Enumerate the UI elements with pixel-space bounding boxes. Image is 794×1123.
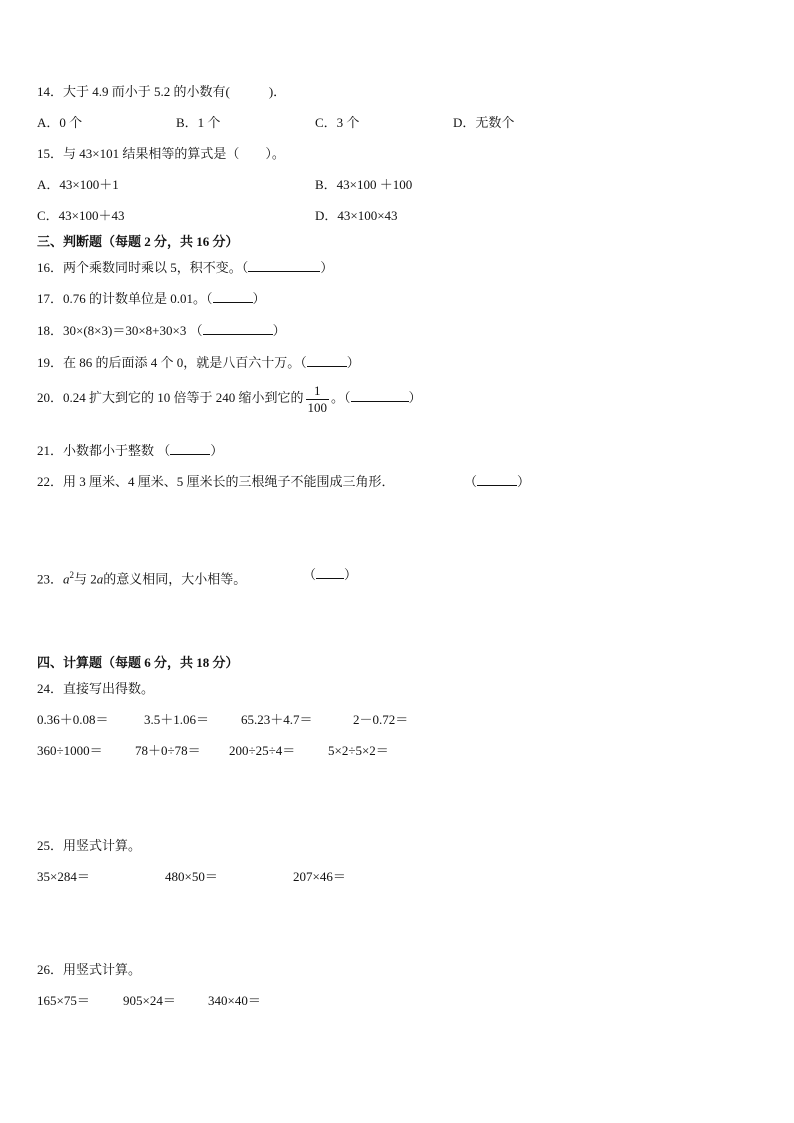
q15-option-b: B．43×100 ＋100 <box>315 177 413 192</box>
q19-text: 19．在 86 的后面添 4 个 0，就是八百六十万。（ <box>37 355 307 370</box>
q14-option-d: D．无数个 <box>453 115 515 130</box>
question-22 <box>37 473 395 491</box>
q22-open: （ <box>464 474 478 489</box>
q26-expr-1: 165×75＝ <box>37 993 90 1008</box>
question-20 <box>37 380 422 416</box>
q14-option-a: A．0 个 <box>37 115 83 130</box>
q22-answer-blank[interactable] <box>477 473 517 486</box>
q19-close: ） <box>346 355 360 370</box>
q20-tail: 。（ <box>331 390 351 405</box>
question-16 <box>37 259 333 277</box>
q23-answer-blank[interactable] <box>316 566 344 579</box>
q24-expr-5: 360÷1000＝ <box>37 743 103 758</box>
question-23 <box>37 566 246 588</box>
q17-close: ） <box>252 291 266 306</box>
q25-expr-1: 35×284＝ <box>37 869 90 884</box>
q21-answer-blank[interactable] <box>170 442 210 455</box>
q18-answer-blank[interactable] <box>203 322 273 335</box>
q23-mid: 与 2 <box>74 571 97 587</box>
q15-option-a: A．43×100＋1 <box>37 177 119 192</box>
q23-rest: 的意义相同，大小相等。 <box>103 571 247 587</box>
q16-text: 16．两个乘数同时乘以 5，积不变。（ <box>37 260 249 275</box>
q14-option-c: C．3 个 <box>315 115 360 130</box>
q21-close: ） <box>210 443 224 458</box>
question-21 <box>37 442 223 460</box>
q21-text: 21．小数都小于整数 （ <box>37 443 171 458</box>
q22-text: 22．用 3 厘米、4 厘米、5 厘米长的三根绳子不能围成三角形． <box>37 474 395 489</box>
q15-option-d: D．43×100×43 <box>315 208 398 223</box>
q20-answer-blank[interactable] <box>351 389 409 402</box>
q24-expr-3: 65.23＋4.7＝ <box>241 712 313 727</box>
q20-close: ） <box>408 390 422 405</box>
section-4-heading: 四、计算题（每题 6 分，共 18 分） <box>37 655 239 670</box>
q20-text: 20．0.24 扩大到它的 10 倍等于 240 缩小到它的 <box>37 390 304 405</box>
question-15-stem: 15．与 43×101 结果相等的算式是（ ）。 <box>37 146 285 161</box>
q20-fraction <box>306 383 330 416</box>
q24-expr-1: 0.36＋0.08＝ <box>37 712 109 727</box>
question-24-stem: 24．直接写出得数。 <box>37 681 155 696</box>
q24-expr-7: 200÷25÷4＝ <box>229 743 296 758</box>
q25-expr-2: 480×50＝ <box>165 869 218 884</box>
q26-expr-2: 905×24＝ <box>123 993 176 1008</box>
q22-answer <box>464 473 530 491</box>
q22-close: ） <box>517 474 531 489</box>
q25-expr-3: 207×46＝ <box>293 869 346 884</box>
question-26-stem: 26．用竖式计算。 <box>37 962 142 977</box>
question-25-stem: 25．用竖式计算。 <box>37 838 142 853</box>
q24-expr-6: 78＋0÷78＝ <box>135 743 201 758</box>
question-17 <box>37 290 266 308</box>
q20-fraction-denominator: 100 <box>307 399 328 415</box>
q24-expr-2: 3.5＋1.06＝ <box>144 712 210 727</box>
q23-var-a: a <box>63 571 70 587</box>
q16-answer-blank[interactable] <box>248 259 320 272</box>
q24-expr-8: 5×2÷5×2＝ <box>328 743 389 758</box>
q18-text: 18．30×(8×3)＝30×8+30×3 （ <box>37 323 203 338</box>
q18-close: ） <box>272 323 286 338</box>
q16-close: ） <box>320 260 334 275</box>
q14-option-b: B．1 个 <box>176 115 221 130</box>
q23-exponent: 2 <box>69 570 75 580</box>
q23-answer <box>303 566 357 584</box>
question-18 <box>37 322 286 340</box>
section-3-heading: 三、判断题（每题 2 分，共 16 分） <box>37 234 239 249</box>
question-14-stem: 14．大于 4.9 而小于 5.2 的小数有( )． <box>37 84 287 99</box>
q23-open: （ <box>303 567 317 582</box>
q17-answer-blank[interactable] <box>213 290 253 303</box>
q24-expr-4: 2－0.72＝ <box>353 712 409 727</box>
q20-fraction-numerator: 1 <box>306 383 330 400</box>
q26-expr-3: 340×40＝ <box>208 993 261 1008</box>
question-19 <box>37 354 360 372</box>
q17-text: 17．0.76 的计数单位是 0.01。（ <box>37 291 213 306</box>
q23-close: ） <box>344 567 358 582</box>
q19-answer-blank[interactable] <box>307 354 347 367</box>
q23-prefix: 23． <box>37 571 64 587</box>
q15-option-c: C．43×100＋43 <box>37 208 125 223</box>
q23-var-a-2: a <box>96 571 104 587</box>
